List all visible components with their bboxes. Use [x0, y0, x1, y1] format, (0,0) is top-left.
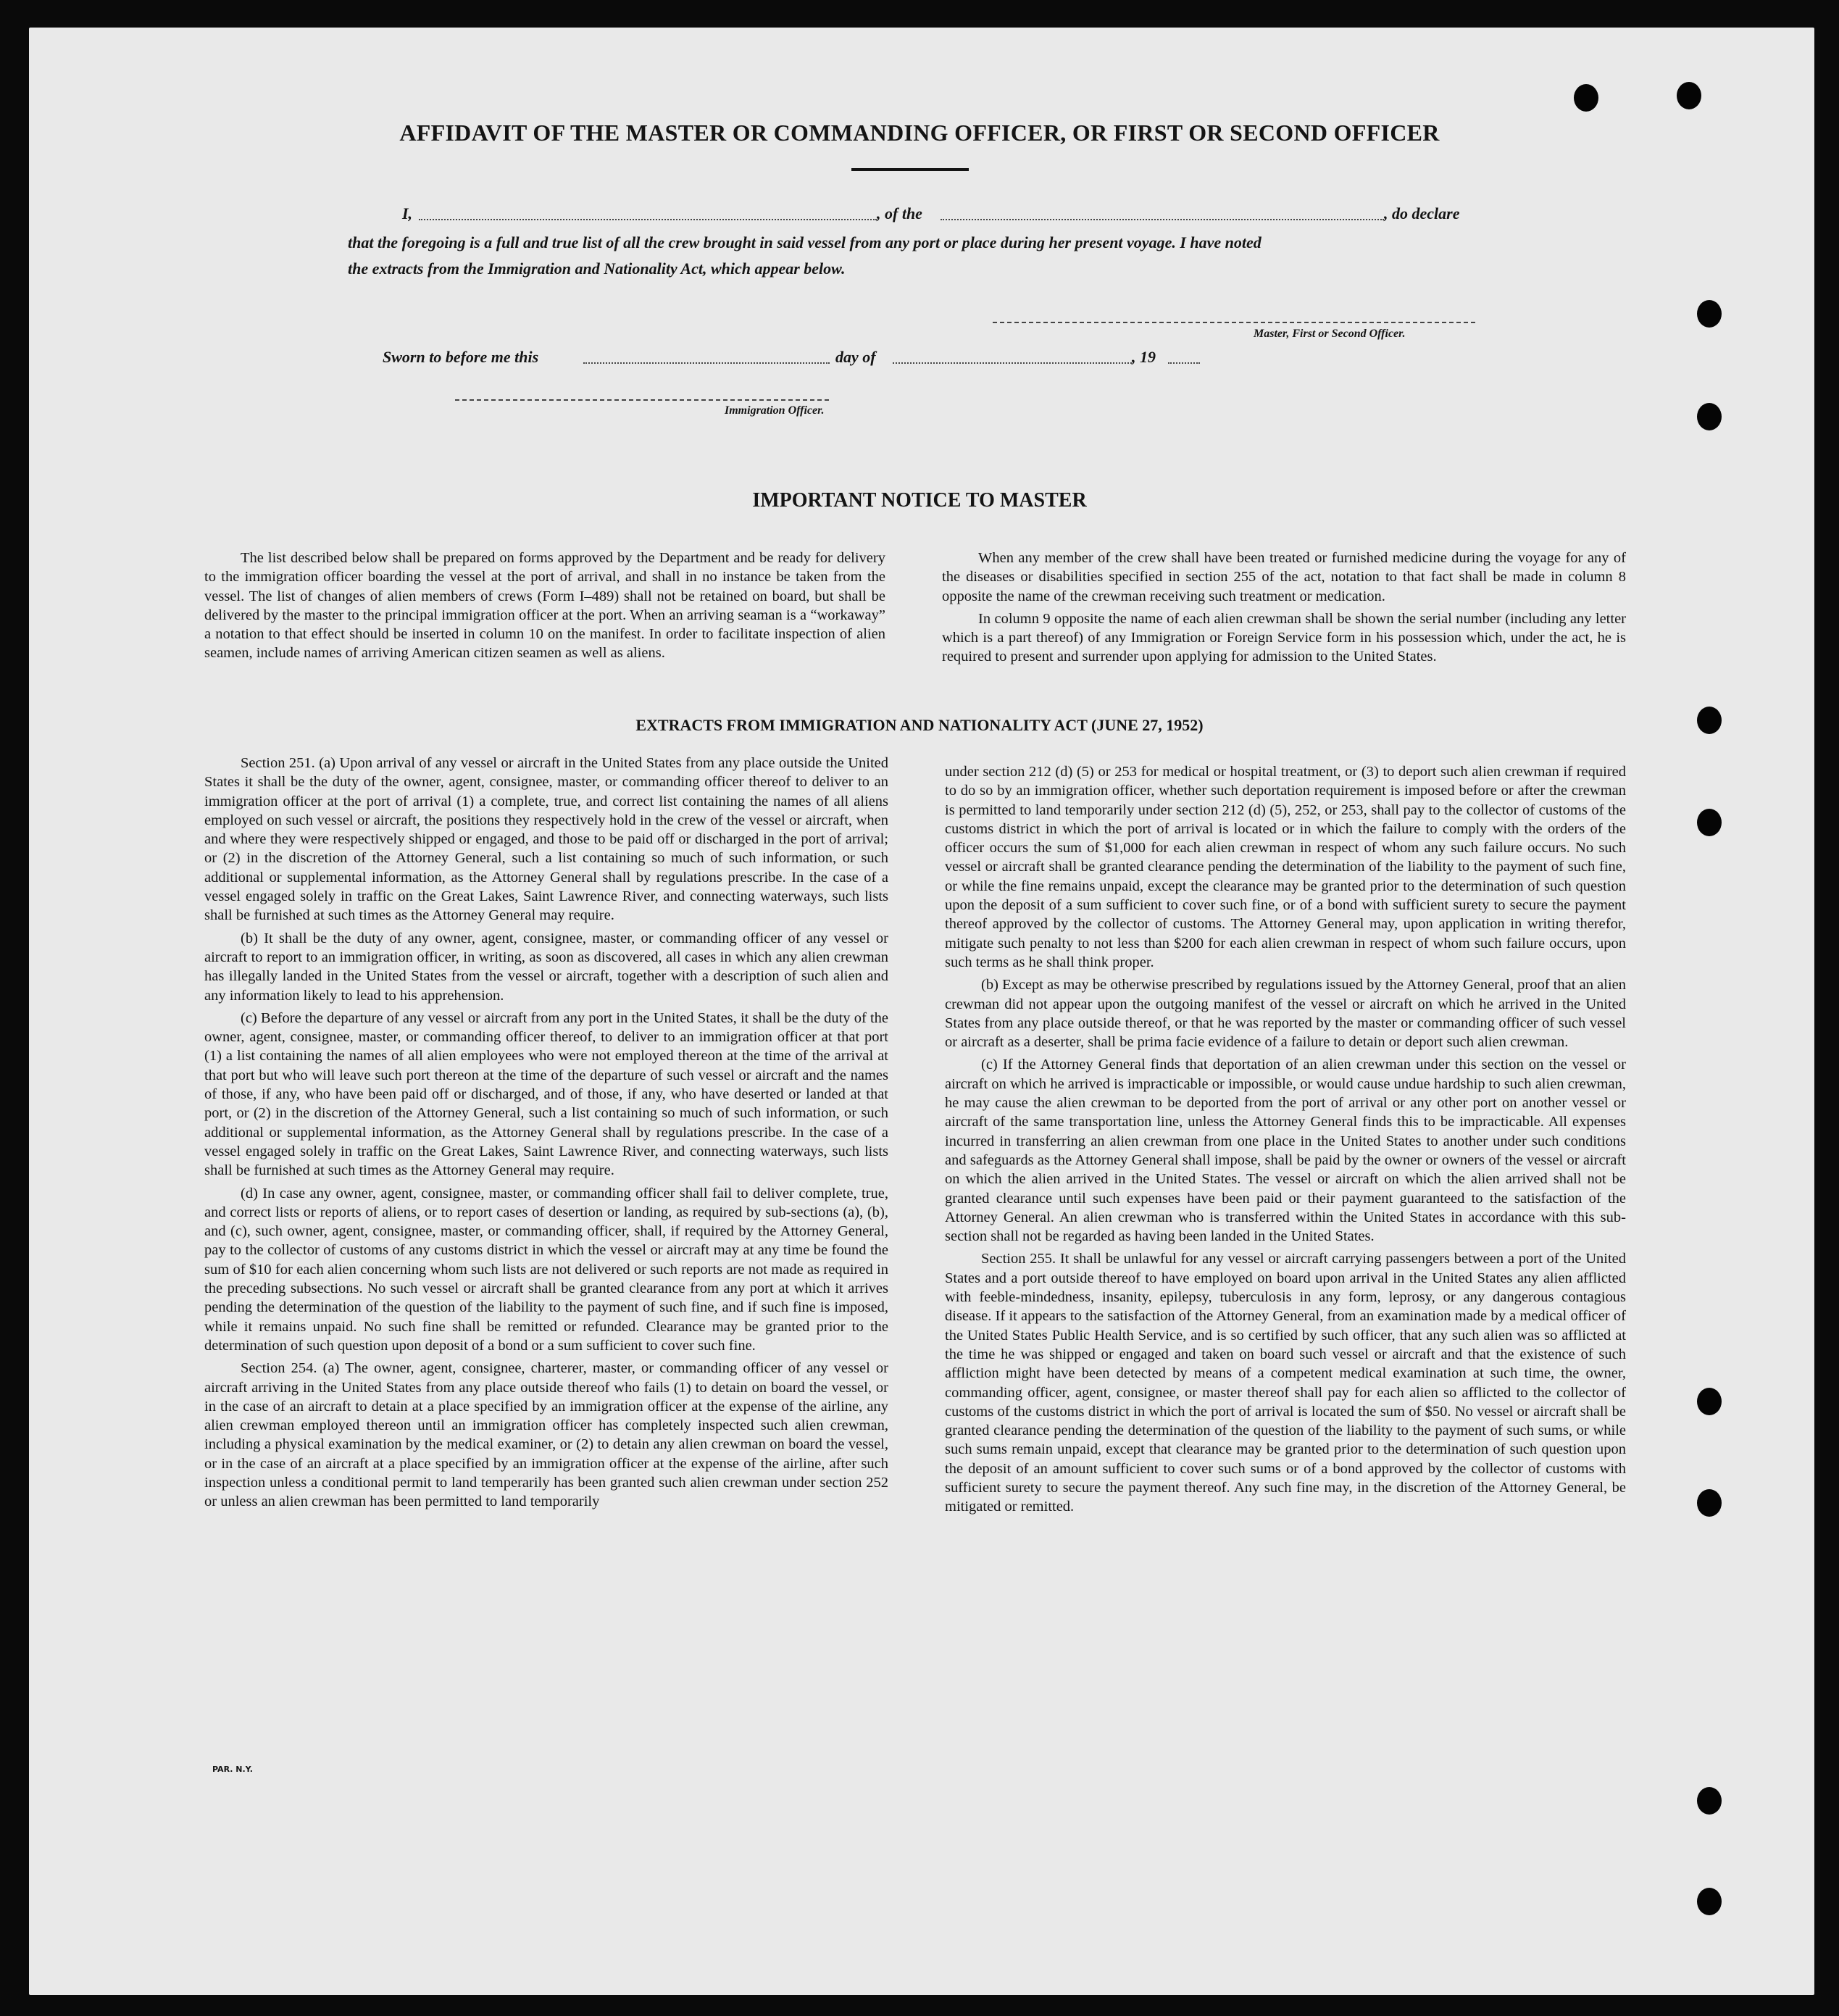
printer-code: PAR. N.Y. [212, 1765, 253, 1774]
notice-left-paragraph: The list described below shall be prepared on forms approved by the Department and be ready for delivery to the immigration officer boarding the vessel at the port of arrival, and shall in no instance be taken from the vessel. The list of changes of alien members of crews (Form I–489) shall not be retained on board, but shall be delivered by the master to the principal immigration officer at the port. When an arriving seaman is a “workaway” a notation to that effect should be inserted in column 10 on the manifest. In order to facilitate inspection of alien seamen, include names of arriving American citizen seamen as well as aliens. [204, 550, 885, 662]
punch-hole [1697, 403, 1722, 430]
punch-hole [1574, 84, 1598, 112]
affidavit-title: AFFIDAVIT OF THE MASTER OR COMMANDING OFFICER, OR FIRST OR SECOND OFFICER [399, 120, 1440, 146]
name-line[interactable] [419, 219, 877, 220]
day-of-label: day of [835, 348, 876, 366]
section-254-b: (b) Except as may be otherwise prescribed by regulations issued by the Attorney General, proof that an alien crewman did not appear upon the outgoing manifest of the vessel or aircraft on which he arrived in the United States from any place outside thereof, or that he was reported by the master or commanding officer of such vessel or aircraft as a deserter, shall be prima facie evidence of a failure to detain or deport such alien crewman. [945, 977, 1626, 1051]
extracts-right-column [945, 762, 1626, 1520]
statement-line-1: that the foregoing is a full and true list of all the crew brought in said vessel from any port or place during her present voyage. I have noted [348, 233, 1262, 251]
sworn-day-line[interactable] [583, 362, 830, 364]
officer-signature-line[interactable] [455, 399, 829, 401]
extracts-left-column [204, 754, 888, 1515]
punch-hole [1697, 1888, 1722, 1915]
title-underline [851, 168, 969, 171]
notice-right-paragraph: When any member of the crew shall have been treated or furnished medicine during the voyage for any of the diseases or disabilities specified in section 255 of the act, notation to that fact shall be made in column 8 opposite the name of the crewman receiving such treatment or medication. [942, 550, 1626, 604]
extracts-title: EXTRACTS FROM IMMIGRATION AND NATIONALITY ACT (JUNE 27, 1952) [635, 716, 1204, 734]
section-251-b: (b) It shall be the duty of any owner, agent, consignee, master, or commanding officer of any vessel or aircraft to report to an immigration officer, in writing, as soon as discovered, all cases in which any alien crewman has illegally landed in the United States from the vessel or aircraft, together with a description of such alien and any information likely to lead to his apprehension. [204, 930, 888, 1004]
punch-hole [1697, 809, 1722, 836]
section-254-c: (c) If the Attorney General finds that deportation of an alien crewman under this section on the vessel or aircraft on which he arrived is impracticable or impossible, or would cause undue hardship to such alien crewman, he may cause the alien crewman to be deported from the port of arrival or any other port on another vessel or aircraft of the same transportation line, unless the Attorney General finds this to be impracticable. All expenses incurred in transferring an alien crewman from one place in the United States to another under such conditions and safeguards as the Attorney General shall impose, shall be paid by the owner or owners of the vessel or aircraft on which the alien arrived in the United States. The vessel or aircraft on which the alien arrived shall not be granted clearance until such expenses have been paid or their payment guaranteed to the satisfaction of the Attorney General. An alien crewman who is transferred within the United States in accordance with this sub-section shall not be regarded as having been landed in the United States. [945, 1057, 1626, 1245]
sworn-year-line[interactable] [1168, 362, 1200, 364]
punch-hole [1697, 1787, 1722, 1815]
signature-line[interactable] [993, 322, 1475, 323]
officer-caption: Immigration Officer. [725, 404, 825, 417]
section-251-c: (c) Before the departure of any vessel or aircraft from any port in the United States, it shall be the duty of the owner, agent, consignee, master, or commanding officer thereof, to deliver to an immigration officer at that port (1) a list containing the names of all alien employees who were not employed thereon at the time of the arrival at that port but who will leave such port thereon at the time of the departure of such vessel or aircraft and the names of those, if any, who have been paid off or discharged, and of those, if any, who have deserted or landed at that port, or (2) in the discretion of the Attorney General, such a list containing so much of such information, or such additional or supplemental information, as the Attorney General shall by regulations prescribe. In the case of a vessel engaged solely in traffic on the Great Lakes, Saint Lawrence River, and connecting waterways, such lists shall be furnished at such times as the Attorney General may require. [204, 1009, 888, 1179]
notice-right-column [942, 549, 1626, 670]
punch-hole [1677, 82, 1701, 109]
i-label: I, [402, 204, 413, 222]
year-label: , 19 [1132, 348, 1156, 366]
of-the-label: , of the [877, 204, 922, 222]
section-254-a-continued: under section 212 (d) (5) or 253 for medical or hospital treatment, or (3) to deport such alien crewman if required to do so by an immigration officer, whether such deportation requirement is imposed before or after the crewman is permitted to land temporarily under section 212 (d) (5), 252, or 253, shall pay to the collector of customs of the customs district in which the port of arrival is located or in which the failure to comply with the orders of the officer occurs the sum of $1,000 for each alien crewman in respect of whom any such failure occurs. No such vessel or aircraft shall be granted clearance pending the determination of the liability to the payment of such fine, or while the fine remains unpaid, except the clearance may be granted prior to the determination of such question upon the deposit of a sum sufficient to cover such fine, or of a bond with sufficient surety to secure the payment thereof approved by the collector of customs. The Attorney General may, upon application in writing therefor, mitigate such penalty to not less than $200 for each alien crewman in respect of whom such failure occurs, upon such terms as he shall think proper. [945, 764, 1626, 970]
punch-hole [1697, 1489, 1722, 1517]
punch-hole [1697, 1388, 1722, 1415]
section-254-a: Section 254. (a) The owner, agent, consignee, charterer, master, or commanding officer of any vessel or aircraft arriving in the United States from any place outside thereof who fails (1) to detain on board the vessel, or in the case of an aircraft to detain at a place specified by an immigration officer at the expense of the airline, any alien crewman employed thereon until an immigration officer has completely inspected such alien crewman, including a physical examination by the medical examiner, or (2) to detain any alien crewman on board the vessel, or in the case of an aircraft at a place specified by an immigration officer at the expense of the airline, after such inspection unless a conditional permit to land temperarily has been granted such alien crewman under section 252 or unless an alien crewman has been permitted to land temporarily [204, 1360, 888, 1510]
sworn-label: Sworn to before me this [383, 348, 539, 366]
notice-left-column [204, 549, 885, 667]
section-255: Section 255. It shall be unlawful for any vessel or aircraft carrying passengers between a port of the United States and a port outside thereof to have employed on board upon arrival in the United States any alien afflicted with feeble-mindedness, insanity, epilepsy, tuberculosis in any form, leprosy, or any dangerous contagious disease. If it appears to the satisfaction of the Attorney General, from an examination made by a medical officer of the United States Public Health Service, and is so certified by such officer, that any such alien was so afflicted at the time he was shipped or engaged and taken on board such vessel or aircraft and that the existence of such affliction might have been detected by means of a competent medical examination at such time, the owner, commanding officer, agent, consignee, or master thereof shall pay for each alien so afflicted to the collector of customs of the customs district in which the port of arrival is located the sum of $50. No vessel or aircraft shall be granted clearance pending the determination of the question of the liability to the payment of such sums, or while such sums remain unpaid, except that clearance may be granted prior to the determination of such question upon the deposit of an amount sufficient to cover such sums or of a bond approved by the collector of customs with sufficient surety to secure the payment thereof. Any such fine may, in the discretion of the Attorney General, be mitigated or remitted. [945, 1251, 1626, 1515]
section-251-a: Section 251. (a) Upon arrival of any vessel or aircraft in the United States from any place outside the United States it shall be the duty of the owner, agent, consignee, master, or commanding officer thereof to deliver to an immigration officer at the port of arrival (1) a complete, true, and correct list containing the names of all aliens employed on such vessel or aircraft, the positions they respectively hold in the crew of the vessel or aircraft, when and where they were respectively shipped or engaged, and those to be paid off or discharged in the port of arrival; or (2) in the discretion of the Attorney General, such a list containing so much of such information, or such additional or supplemental information, as the Attorney General shall by regulations prescribe. In the case of a vessel engaged solely in traffic on the Great Lakes, Saint Lawrence River, and connecting waterways, such lists shall be furnished at such times as the Attorney General may require. [204, 755, 888, 924]
section-251-d: (d) In case any owner, agent, consignee, master, or commanding officer shall fail to deliver complete, true, and correct lists or reports of aliens, or to report cases of desertion or landing, as required by sub-sections (a), (b), and (c), such owner, agent, consignee, master, or commanding officer, shall, if required by the Attorney General, pay to the collector of customs of any customs district in which the vessel or aircraft may at any time be found the sum of $10 for each alien concerning whom such lists are not delivered or such reports are not made as required in the preceding subsections. No such vessel or aircraft shall be granted clearance from any port at which it arrives pending the determination of the question of the liability to the payment of such fine, and if such fine is imposed, while it remains unpaid. No such fine shall be remitted or refunded. Clearance may be granted prior to the determination of such question upon deposit of a bond or a sum sufficient to cover such fine. [204, 1185, 888, 1354]
notice-title: IMPORTANT NOTICE TO MASTER [752, 489, 1087, 512]
vessel-line[interactable] [941, 219, 1384, 220]
notice-right-paragraph: In column 9 opposite the name of each alien crewman shall be shown the serial number (including any letter which is a part thereof) of any Immigration or Foreign Service form in his possession which, under the act, he is required to present and surrender upon applying for admission to the United States. [942, 610, 1626, 665]
punch-hole [1697, 300, 1722, 328]
do-declare-label: , do declare [1384, 204, 1460, 222]
signature-caption: Master, First or Second Officer. [1254, 328, 1406, 340]
statement-line-2: the extracts from the Immigration and Nationality Act, which appear below. [348, 259, 846, 278]
sworn-month-line[interactable] [893, 362, 1132, 364]
